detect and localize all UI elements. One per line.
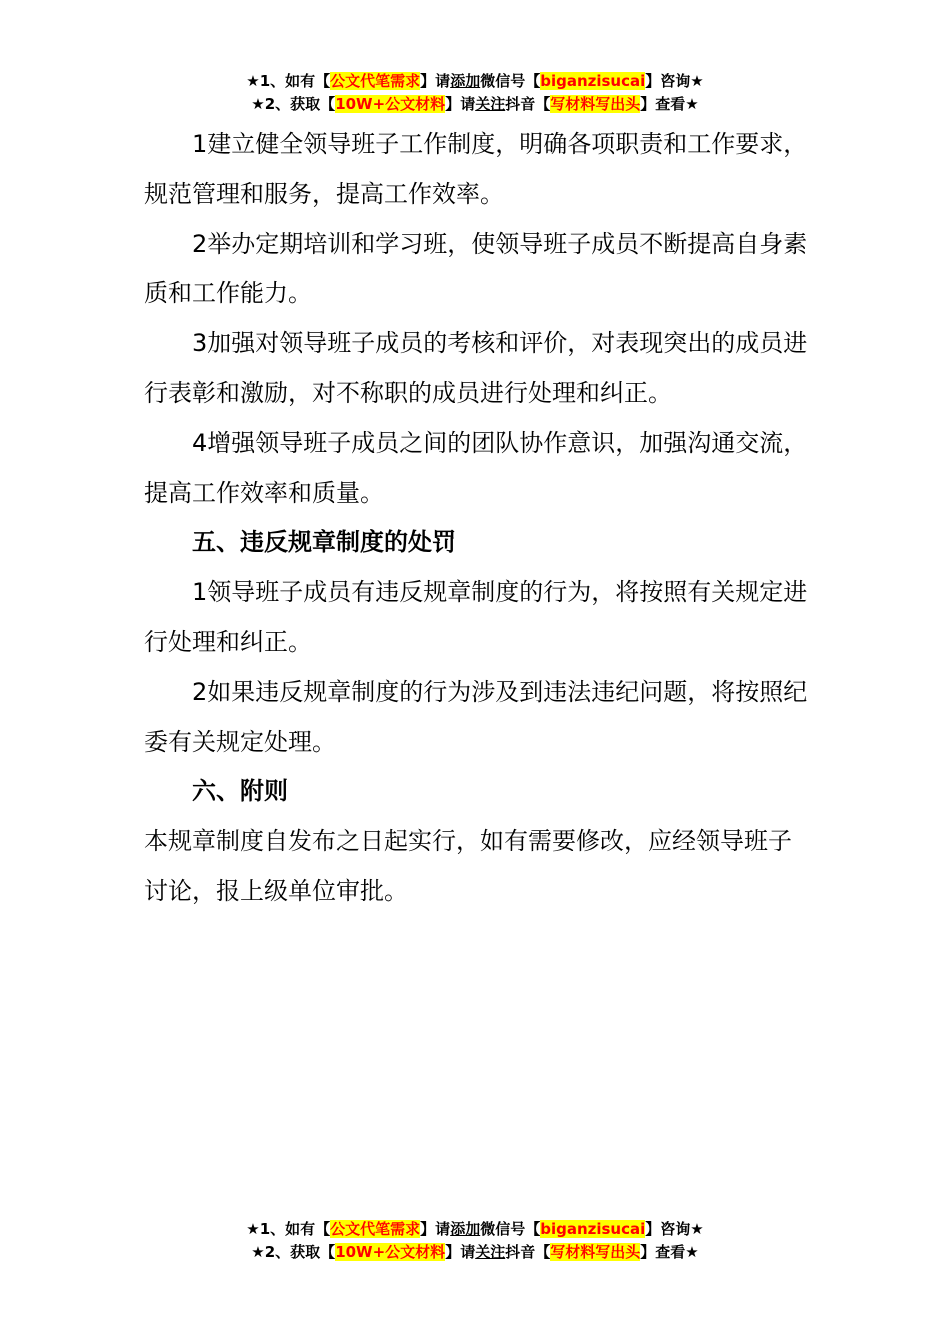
banner-underlined: 关注 xyxy=(475,1243,506,1261)
paragraph: 1领导班子成员有违反规章制度的行为，将按照有关规定进行处理和纠正。 xyxy=(144,578,808,656)
paragraph: 2如果违反规章制度的行为涉及到违法违纪问题，将按照纪委有关规定处理。 xyxy=(144,677,808,756)
paragraph: 1建立健全领导班子工作制度，明确各项职责和工作要求，规范管理和服务，提高工作效率。 xyxy=(144,130,808,208)
banner-text: 】请 xyxy=(445,95,476,113)
banner-highlight: 公文代笔需求 xyxy=(330,72,421,90)
banner-highlight: 10W+公文材料 xyxy=(335,1243,446,1261)
banner-text: ★2、获取【 xyxy=(251,1243,336,1261)
banner-text: 抖音【 xyxy=(505,95,551,113)
banner-line-1 xyxy=(0,1218,950,1241)
document-body xyxy=(144,120,808,917)
banner-line-2 xyxy=(0,93,950,116)
banner-text: 】查看★ xyxy=(640,95,699,113)
banner-text: 】请 xyxy=(420,1220,451,1238)
banner-underlined: 关注 xyxy=(475,95,506,113)
banner-text: 】请 xyxy=(445,1243,476,1261)
banner-line-1 xyxy=(0,70,950,93)
banner-text: 微信号【 xyxy=(480,72,541,90)
banner-underlined: 添加 xyxy=(450,1220,481,1238)
paragraph: 4增强领导班子成员之间的团队协作意识，加强沟通交流，提高工作效率和质量。 xyxy=(144,428,808,507)
banner-highlight: biganzisucai xyxy=(540,72,646,90)
paragraph: 2举办定期培训和学习班，使领导班子成员不断提高自身素质和工作能力。 xyxy=(144,229,808,308)
banner-highlight: 写材料写出头 xyxy=(550,1243,641,1261)
banner-text: 】咨询★ xyxy=(645,72,704,90)
section-heading: 六、附则 xyxy=(192,777,288,806)
banner-text: 】请 xyxy=(420,72,451,90)
paragraph: 本规章制度自发布之日起实行，如有需要修改，应经领导班子讨论，报上级单位审批。 xyxy=(144,827,792,905)
banner-text: ★2、获取【 xyxy=(251,95,336,113)
banner-text: ★1、如有【 xyxy=(246,72,331,90)
banner-text: ★1、如有【 xyxy=(246,1220,331,1238)
banner-text: 抖音【 xyxy=(505,1243,551,1261)
banner-highlight: biganzisucai xyxy=(540,1220,646,1238)
banner-highlight: 写材料写出头 xyxy=(550,95,641,113)
footer-banner xyxy=(0,1218,950,1264)
section-heading: 五、违反规章制度的处罚 xyxy=(192,528,456,557)
paragraph: 3加强对领导班子成员的考核和评价，对表现突出的成员进行表彰和激励，对不称职的成员进行处理和纠正。 xyxy=(144,329,808,407)
banner-highlight: 10W+公文材料 xyxy=(335,95,446,113)
banner-line-2 xyxy=(0,1241,950,1264)
banner-highlight: 公文代笔需求 xyxy=(330,1220,421,1238)
header-banner xyxy=(0,70,950,116)
banner-text: 微信号【 xyxy=(480,1220,541,1238)
banner-text: 】查看★ xyxy=(640,1243,699,1261)
banner-text: 】咨询★ xyxy=(645,1220,704,1238)
banner-underlined: 添加 xyxy=(450,72,481,90)
